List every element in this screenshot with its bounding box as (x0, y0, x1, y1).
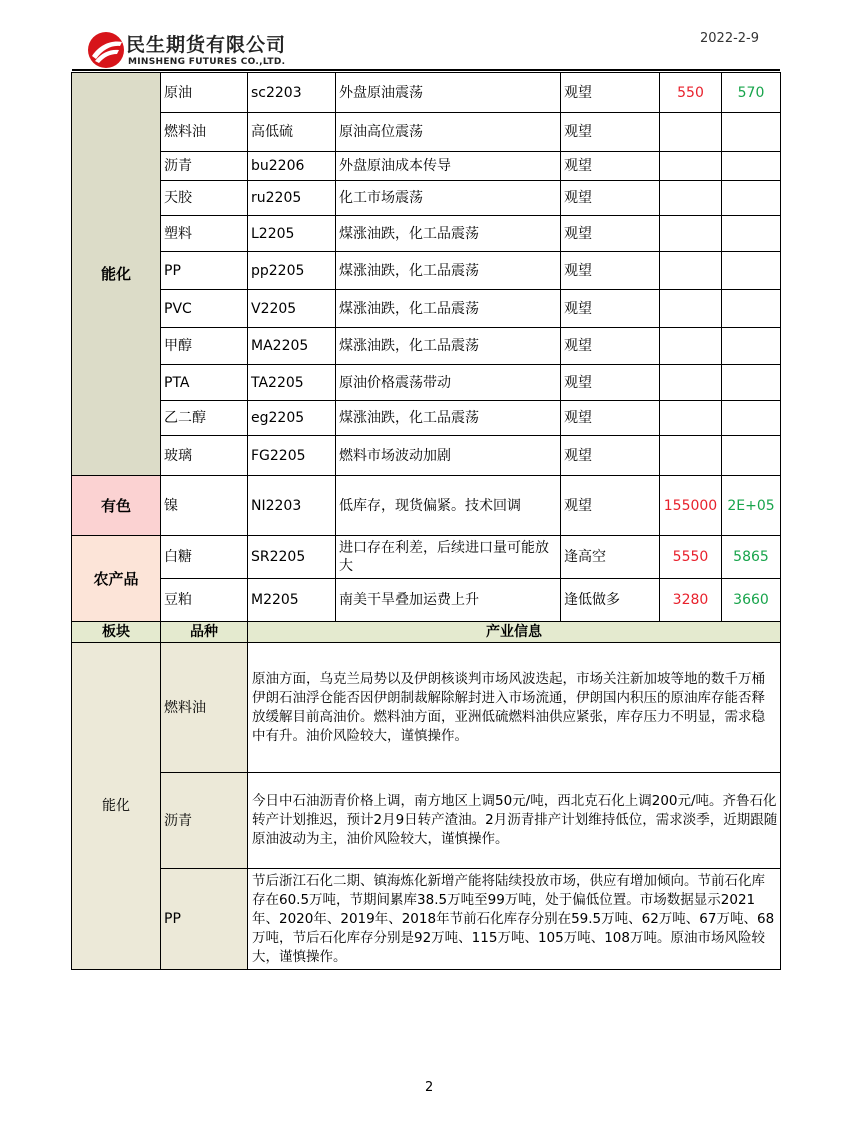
page-number: 2 (425, 1080, 434, 1095)
industry-info-table (71, 621, 781, 970)
variety-cell: 塑料 (161, 216, 248, 252)
contract-cell: sc2203 (248, 73, 336, 113)
page-header (0, 0, 860, 72)
table-row (72, 113, 781, 152)
view-cell: 观望 (561, 365, 660, 401)
variety-cell: 燃料油 (161, 113, 248, 152)
sector-cell: 能化 (72, 73, 161, 476)
logic-cell: 进口存在利差，后续进口量可能放大 (336, 536, 561, 579)
variety-cell: 沥青 (161, 152, 248, 181)
view-cell: 逢低做多 (561, 579, 660, 622)
logic-cell: 化工市场震荡 (336, 181, 561, 216)
contract-cell: MA2205 (248, 328, 336, 365)
logic-cell: 原油高位震荡 (336, 113, 561, 152)
info-cell: 原油方面，乌克兰局势以及伊朗核谈判市场风波迭起，市场关注新加坡等地的数千万桶伊朗石油浮仓能否因伊朗制裁解除解封进入市场流通，伊朗国内积压的原油库存能否释放缓解目前高油价。燃料油方面，亚洲低硫燃料油供应紧张，库存压力不明显，需求稳中有升。油价风险较大，谨慎操作。 (248, 643, 781, 773)
upper-price-cell (722, 401, 781, 436)
lower-price-cell (660, 152, 722, 181)
variety-cell: 豆粕 (161, 579, 248, 622)
variety-cell: 镍 (161, 476, 248, 536)
variety-cell: 沥青 (161, 773, 248, 869)
report-date: 2022-2-9 (700, 31, 760, 46)
table-row (72, 181, 781, 216)
logic-cell: 原油价格震荡带动 (336, 365, 561, 401)
info-cell: 节后浙江石化二期、镇海炼化新增产能将陆续投放市场，供应有增加倾向。节前石化库存在60.5万吨，节期间累库38.5万吨至99万吨，处于偏低位置。市场数据显示2021年、2020年、2019年、2018年节前石化库存分别在59.5万吨、62万吨、67万吨、68万吨，节后石化库存分别是92万吨、115万吨、105万吨、108万吨。原油市场风险较大，谨慎操作。 (248, 869, 781, 970)
table-row (72, 869, 781, 970)
lower-price-cell: 550 (660, 73, 722, 113)
upper-price-cell: 5865 (722, 536, 781, 579)
upper-price-cell (722, 365, 781, 401)
header-sector: 板块 (72, 622, 161, 643)
lower-price-cell: 155000 (660, 476, 722, 536)
variety-cell: 天胶 (161, 181, 248, 216)
header-divider (72, 69, 780, 71)
logic-cell: 南美干旱叠加运费上升 (336, 579, 561, 622)
contract-cell: eg2205 (248, 401, 336, 436)
view-cell: 观望 (561, 181, 660, 216)
table-row (72, 365, 781, 401)
contract-cell: ru2205 (248, 181, 336, 216)
variety-cell: PVC (161, 290, 248, 328)
variety-cell: PP (161, 869, 248, 970)
table-row (72, 73, 781, 113)
logic-cell: 煤涨油跌，化工品震荡 (336, 401, 561, 436)
sector-cell: 能化 (72, 643, 161, 970)
variety-cell: PP (161, 252, 248, 290)
view-cell: 观望 (561, 252, 660, 290)
table-row (72, 252, 781, 290)
variety-cell: 燃料油 (161, 643, 248, 773)
view-cell: 观望 (561, 216, 660, 252)
table-row (72, 216, 781, 252)
logic-cell: 低库存，现货偏紧。技术回调 (336, 476, 561, 536)
variety-cell: 乙二醇 (161, 401, 248, 436)
table-row (72, 401, 781, 436)
table-row (72, 328, 781, 365)
upper-price-cell (722, 252, 781, 290)
contract-cell: SR2205 (248, 536, 336, 579)
table-row (72, 579, 781, 622)
logic-cell: 外盘原油震荡 (336, 73, 561, 113)
sector-cell: 农产品 (72, 536, 161, 622)
table-row (72, 643, 781, 773)
info-cell: 今日中石油沥青价格上调，南方地区上调50元/吨，西北克石化上调200元/吨。齐鲁石化转产计划推迟，预计2月9日转产渣油。2月沥青排产计划维持低位，需求淡季，近期跟随原油波动为主，油价风险较大，谨慎操作。 (248, 773, 781, 869)
header-variety: 品种 (161, 622, 248, 643)
variety-cell: 白糖 (161, 536, 248, 579)
contract-cell: pp2205 (248, 252, 336, 290)
table-row (72, 436, 781, 476)
view-cell: 观望 (561, 328, 660, 365)
logic-cell: 煤涨油跌，化工品震荡 (336, 290, 561, 328)
header-info: 产业信息 (248, 622, 781, 643)
lower-price-cell (660, 216, 722, 252)
upper-price-cell: 3660 (722, 579, 781, 622)
table-row (72, 290, 781, 328)
variety-cell: 原油 (161, 73, 248, 113)
view-cell: 逢高空 (561, 536, 660, 579)
view-cell: 观望 (561, 73, 660, 113)
table-row (72, 773, 781, 869)
table-row (72, 152, 781, 181)
variety-cell: 甲醇 (161, 328, 248, 365)
minsheng-logo-icon (86, 30, 126, 70)
view-cell: 观望 (561, 113, 660, 152)
logic-cell: 外盘原油成本传导 (336, 152, 561, 181)
upper-price-cell (722, 152, 781, 181)
company-name-cn: 民生期货有限公司 (126, 34, 287, 56)
logic-cell: 燃料市场波动加剧 (336, 436, 561, 476)
table-row (72, 536, 781, 579)
lower-price-cell (660, 365, 722, 401)
upper-price-cell (722, 181, 781, 216)
contract-cell: M2205 (248, 579, 336, 622)
logic-cell: 煤涨油跌，化工品震荡 (336, 252, 561, 290)
strategy-table (71, 72, 781, 622)
view-cell: 观望 (561, 476, 660, 536)
contract-cell: TA2205 (248, 365, 336, 401)
view-cell: 观望 (561, 401, 660, 436)
contract-cell: V2205 (248, 290, 336, 328)
company-name-en: MINSHENG FUTURES CO.,LTD. (128, 57, 286, 67)
upper-price-cell (722, 113, 781, 152)
upper-price-cell (722, 436, 781, 476)
lower-price-cell (660, 290, 722, 328)
contract-cell: 高低硫 (248, 113, 336, 152)
view-cell: 观望 (561, 290, 660, 328)
upper-price-cell (722, 216, 781, 252)
lower-price-cell (660, 113, 722, 152)
contract-cell: NI2203 (248, 476, 336, 536)
lower-price-cell (660, 401, 722, 436)
variety-cell: 玻璃 (161, 436, 248, 476)
table-header-row (72, 622, 781, 643)
lower-price-cell (660, 252, 722, 290)
logic-cell: 煤涨油跌，化工品震荡 (336, 328, 561, 365)
upper-price-cell: 2E+05 (722, 476, 781, 536)
logic-cell: 煤涨油跌，化工品震荡 (336, 216, 561, 252)
contract-cell: FG2205 (248, 436, 336, 476)
contract-cell: L2205 (248, 216, 336, 252)
lower-price-cell (660, 436, 722, 476)
lower-price-cell (660, 328, 722, 365)
upper-price-cell: 570 (722, 73, 781, 113)
table-row (72, 476, 781, 536)
upper-price-cell (722, 328, 781, 365)
view-cell: 观望 (561, 152, 660, 181)
sector-cell: 有色 (72, 476, 161, 536)
contract-cell: bu2206 (248, 152, 336, 181)
lower-price-cell (660, 181, 722, 216)
variety-cell: PTA (161, 365, 248, 401)
view-cell: 观望 (561, 436, 660, 476)
lower-price-cell: 5550 (660, 536, 722, 579)
lower-price-cell: 3280 (660, 579, 722, 622)
upper-price-cell (722, 290, 781, 328)
